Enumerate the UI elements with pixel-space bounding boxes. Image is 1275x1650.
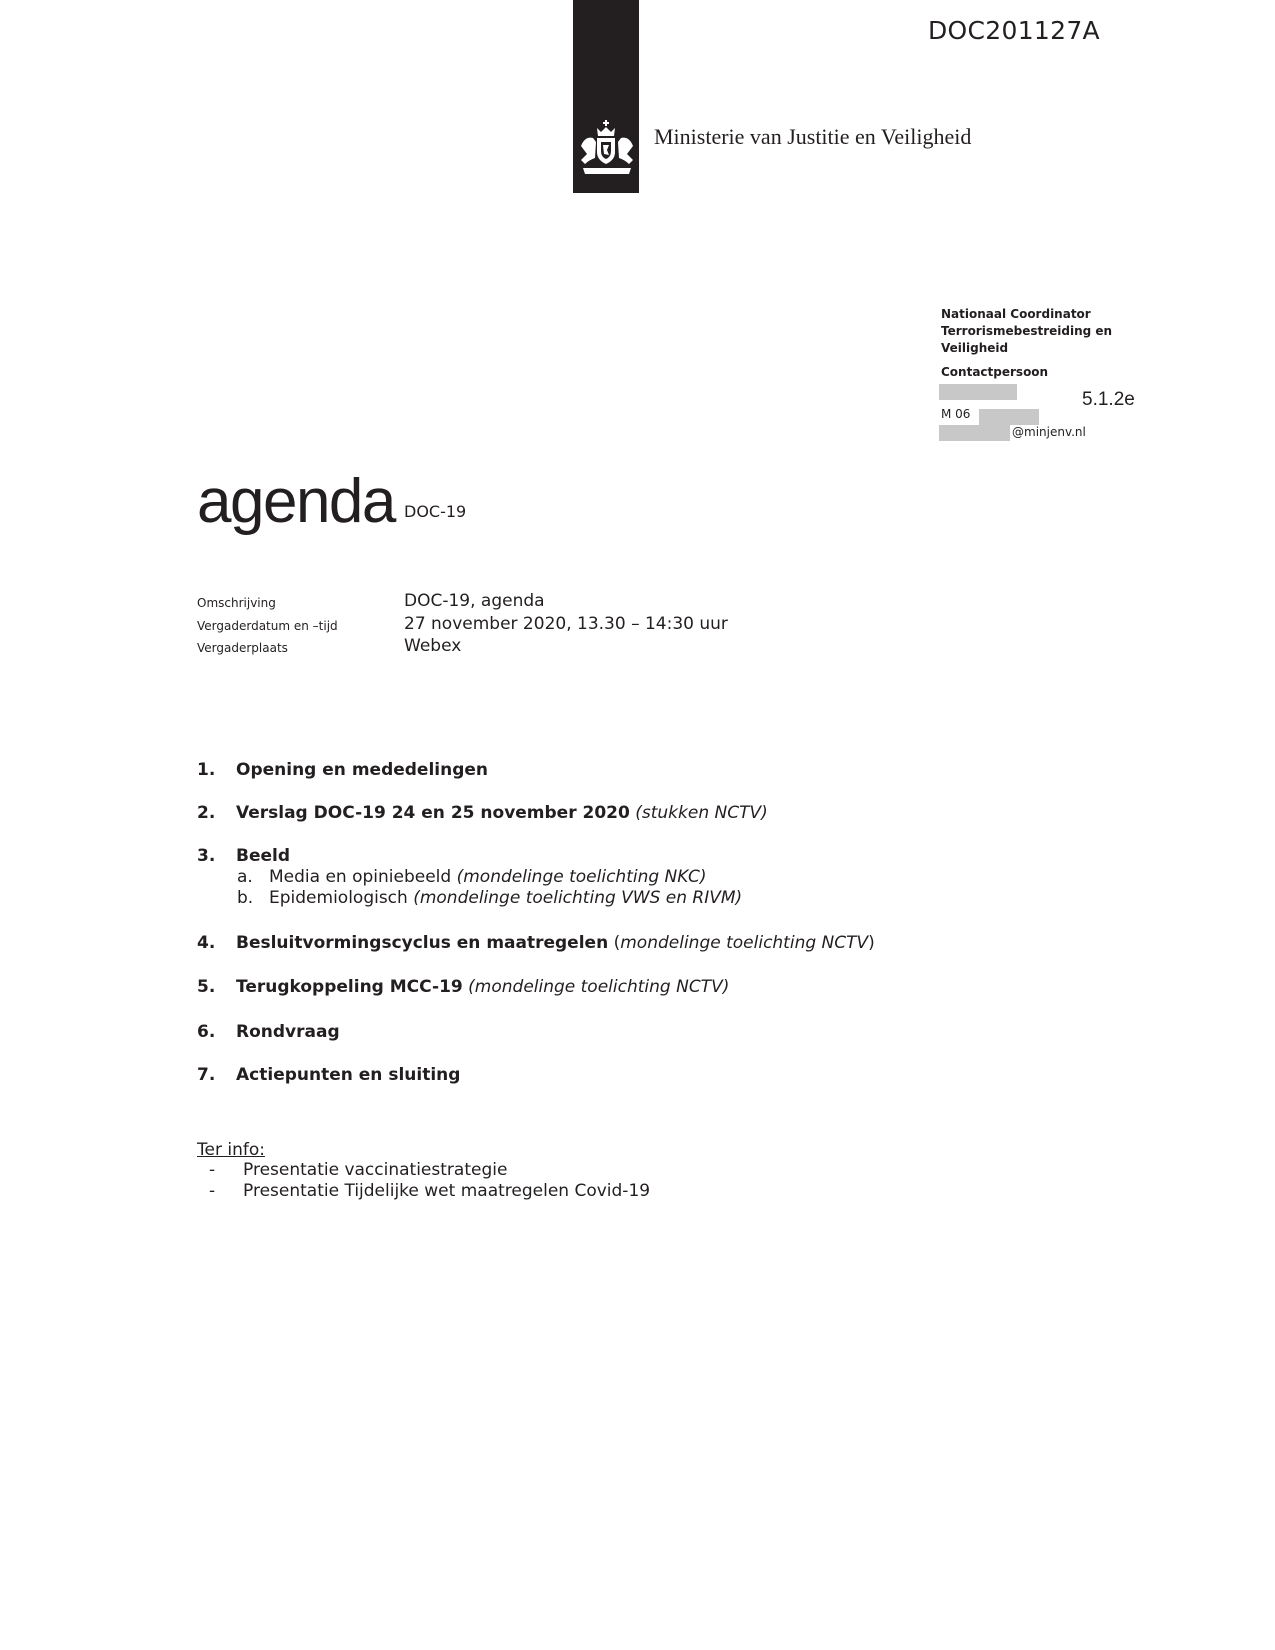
- subitem-note: (mondelinge toelichting VWS en RIVM): [407, 888, 743, 908]
- item-title: Verslag DOC-19 24 en 25 november 2020: [236, 803, 630, 823]
- meta-value-datetime: 27 november 2020, 13.30 – 14:30 uur: [404, 614, 728, 634]
- sender-line: Veiligheid: [941, 341, 1009, 355]
- sender-line: Nationaal Coordinator: [941, 307, 1091, 321]
- item-title: Actiepunten en sluiting: [236, 1065, 461, 1085]
- agenda-item-1: [197, 760, 488, 780]
- coat-of-arms-icon: [577, 120, 637, 182]
- item-number: 2.: [197, 803, 216, 823]
- item-note: (mondelinge toelichting NCTV): [462, 977, 730, 997]
- item-title: Terugkoppeling MCC-19: [236, 977, 463, 997]
- item-title: Beeld: [236, 846, 291, 866]
- item-note-open: (: [608, 933, 621, 953]
- dash-bullet: -: [209, 1160, 216, 1180]
- item-number: 1.: [197, 760, 216, 780]
- ter-info-text: Presentatie Tijdelijke wet maatregelen Covid-19: [243, 1181, 651, 1201]
- agenda-item-5: [197, 977, 729, 997]
- document-id: DOC201127A: [928, 16, 1100, 45]
- dash-bullet: -: [209, 1181, 216, 1201]
- agenda-item-7: [197, 1065, 460, 1085]
- ter-info-item: [209, 1181, 650, 1201]
- subitem-letter: a.: [237, 867, 253, 887]
- item-number: 7.: [197, 1065, 216, 1085]
- item-note: (stukken NCTV): [629, 803, 768, 823]
- subitem-note: (mondelinge toelichting NKC): [451, 867, 707, 887]
- item-number: 3.: [197, 846, 216, 866]
- ter-info-text: Presentatie vaccinatiestrategie: [243, 1160, 508, 1180]
- agenda-item-2: [197, 803, 768, 823]
- item-number: 6.: [197, 1022, 216, 1042]
- subitem-title: Media en opiniebeeld: [269, 867, 452, 887]
- redacted-phone: [979, 409, 1039, 425]
- redacted-email-user: [939, 425, 1010, 441]
- meta-label-datetime: Vergaderdatum en –tijd: [197, 619, 338, 633]
- agenda-item-3: [197, 846, 290, 866]
- page-subtitle: DOC-19: [404, 502, 467, 521]
- item-title: Besluitvormingscyclus en maatregelen: [236, 933, 609, 953]
- meta-value-description: DOC-19, agenda: [404, 591, 545, 611]
- item-number: 5.: [197, 977, 216, 997]
- item-note: mondelinge toelichting NCTV: [620, 933, 869, 953]
- item-title: Rondvraag: [236, 1022, 340, 1042]
- subitem-letter: b.: [237, 888, 254, 908]
- item-title: Opening en mededelingen: [236, 760, 489, 780]
- redacted-name: [939, 384, 1017, 400]
- ter-info-item: [209, 1160, 507, 1180]
- page-title: agenda: [197, 467, 395, 536]
- ter-info-label: Ter info:: [197, 1140, 265, 1160]
- agenda-item-6: [197, 1022, 340, 1042]
- redaction-code: 5.1.2e: [1082, 389, 1135, 410]
- ministry-name: Ministerie van Justitie en Veiligheid: [654, 124, 972, 149]
- subitem-title: Epidemiologisch: [269, 888, 408, 908]
- meta-label-location: Vergaderplaats: [197, 641, 288, 655]
- item-note-close: ): [868, 933, 875, 953]
- contact-label: Contactpersoon: [941, 365, 1049, 379]
- agenda-item-4: [197, 933, 875, 953]
- sender-line: Terrorismebestreiding en: [941, 324, 1113, 338]
- item-number: 4.: [197, 933, 216, 953]
- meta-label-description: Omschrijving: [197, 596, 276, 610]
- meta-value-location: Webex: [404, 636, 462, 656]
- agenda-subitem-3b: [237, 888, 742, 908]
- agenda-subitem-3a: [237, 867, 706, 887]
- phone-prefix: M 06: [941, 407, 971, 421]
- sender-organisation: [941, 306, 1141, 357]
- email-domain: @minjenv.nl: [1012, 425, 1086, 439]
